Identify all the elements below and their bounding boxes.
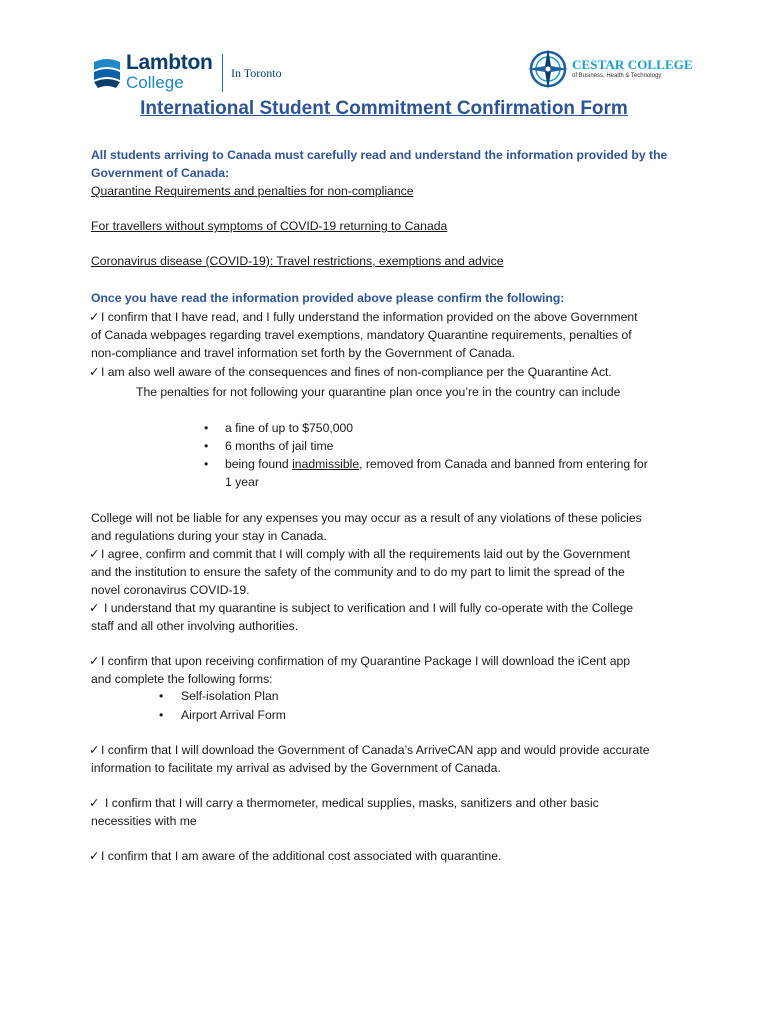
cestar-college-logo (528, 45, 693, 93)
confirm-item-3-line-2: and the institution to ensure the safety of the community and to do my part to limit the spread of the (91, 565, 625, 579)
bullet-icon: • (159, 689, 164, 703)
checkmark-icon[interactable]: ✓ (89, 849, 100, 863)
lambton-location: In Toronto (231, 66, 282, 80)
penalty-inadmissible (225, 455, 648, 473)
confirm-item-3-line-3: novel coronavirus COVID-19. (91, 583, 250, 597)
confirm-item-1-line-1: I confirm that I have read, and I fully understand the information provided on the above Government (101, 310, 638, 324)
lambton-wave-icon (92, 56, 122, 90)
confirm-item-5-line-2: and complete the following forms: (91, 672, 273, 686)
bullet-icon: • (204, 457, 209, 471)
cestar-tagline: of Business, Health & Technology (572, 73, 662, 79)
liability-line-1: College will not be liable for any expenses you may occur as a result of any violations of these policies (91, 511, 642, 525)
form-airport-arrival: Airport Arrival Form (181, 708, 286, 722)
page-title: International Student Commitment Confirmation Form (140, 98, 628, 119)
cestar-wordmark: CESTAR COLLEGE (572, 57, 693, 72)
confirm-item-6-line-2: information to facilitate my arrival as advised by the Government of Canada. (91, 761, 501, 775)
logo-divider (222, 54, 223, 92)
confirm-item-1-line-2: of Canada webpages regarding travel exemptions, mandatory Quarantine requirements, penalties of (91, 328, 632, 342)
penalty-fine: a fine of up to $750,000 (225, 421, 354, 435)
confirm-item-1-line-3: non-compliance and travel information set forth by the Government of Canada. (91, 346, 516, 360)
checkmark-icon[interactable]: ✓ (89, 547, 100, 561)
penalty-jail: 6 months of jail time (225, 439, 334, 453)
inadmissible-link[interactable]: inadmissible (292, 457, 360, 471)
bullet-icon: • (159, 708, 164, 722)
checkmark-icon[interactable]: ✓ (89, 796, 100, 810)
checkmark-icon[interactable]: ✓ (89, 743, 100, 757)
confirm-item-7-line-2: necessities with me (91, 814, 197, 828)
bullet-icon: • (204, 421, 209, 435)
liability-line-2: and regulations during your stay in Canada. (91, 529, 327, 543)
checkmark-icon[interactable]: ✓ (89, 310, 100, 324)
link-travellers-without-symptoms[interactable]: For travellers without symptoms of COVID-19 returning to Canada (91, 219, 448, 233)
confirm-item-4-line-2: staff and all other involving authorities. (91, 619, 299, 633)
link-quarantine-requirements[interactable]: Quarantine Requirements and penalties for non-compliance (91, 184, 414, 198)
link-travel-restrictions[interactable]: Coronavirus disease (COVID-19): Travel restrictions, exemptions and advice (91, 254, 504, 268)
confirm-item-6-line-1: I confirm that I will download the Government of Canada’s ArriveCAN app and would provide accurate (101, 743, 650, 757)
confirm-item-5-line-1: I confirm that upon receiving confirmation of my Quarantine Package I will download the iCent app (101, 654, 631, 668)
confirm-item-4-line-1: I understand that my quarantine is subject to verification and I will fully co-operate with the College (104, 601, 634, 615)
confirm-item-8: I confirm that I am aware of the additional cost associated with quarantine. (101, 849, 502, 863)
compass-emblem-icon (528, 45, 572, 93)
confirm-item-3-line-1: I agree, confirm and commit that I will comply with all the requirements laid out by the Government (101, 547, 631, 561)
penalty-intro: The penalties for not following your quarantine plan once you’re in the country can include (136, 385, 621, 399)
intro-line-2: Government of Canada: (91, 166, 230, 180)
college-wordmark: College (126, 73, 184, 92)
bullet-icon: • (204, 439, 209, 453)
checkmark-icon[interactable]: ✓ (89, 601, 100, 615)
intro-line-1: All students arriving to Canada must carefully read and understand the information provided by the (91, 148, 668, 162)
form-self-isolation-plan: Self-isolation Plan (181, 689, 279, 703)
confirm-item-7-line-1: I confirm that I will carry a thermometer, medical supplies, masks, sanitizers and other basic (105, 796, 599, 810)
checkmark-icon[interactable]: ✓ (89, 654, 100, 668)
lambton-wordmark: Lambton (126, 51, 213, 74)
penalty-inadmissible-post: , removed from Canada and banned from entering for (359, 457, 648, 471)
penalty-inadmissible-pre: being found (225, 457, 293, 471)
confirm-heading: Once you have read the information provided above please confirm the following: (91, 291, 565, 305)
checkmark-icon[interactable]: ✓ (89, 365, 100, 379)
penalty-inadmissible-line-2: 1 year (225, 475, 259, 489)
confirm-item-2: I am also well aware of the consequences and fines of non-compliance per the Quarantine Act. (101, 365, 612, 379)
